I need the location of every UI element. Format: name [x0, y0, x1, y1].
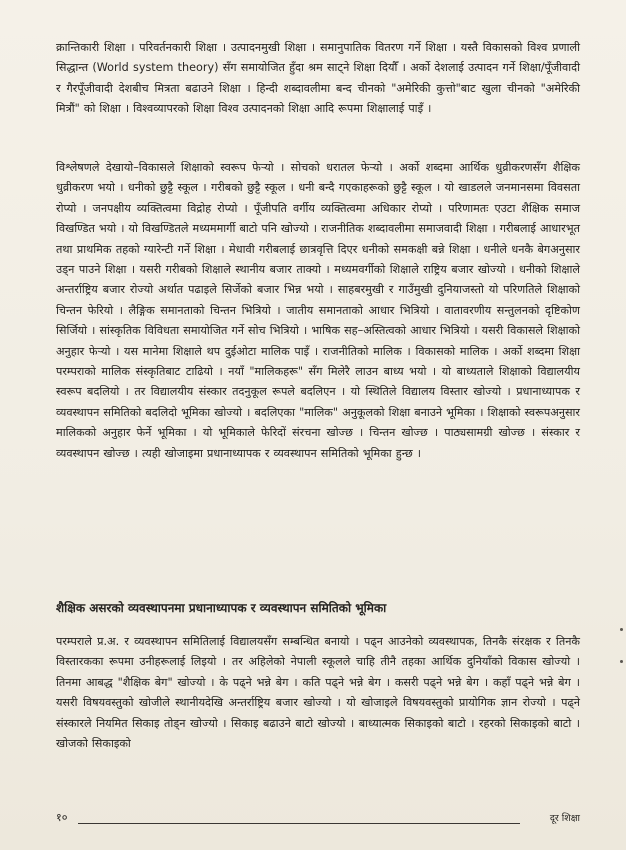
- scan-speck: [620, 628, 623, 631]
- paragraph-3: परम्पराले प्र.अ. र व्यवस्थापन समितिलाई विद्यालयसँग सम्बन्धित बनायो । पढ्न आउनेको व्यवस्थापक, तिनकै संरक्षक र तिनकै विस्तारकका रूपमा उनीहरूलाई लिइयो । तर अहिलेको नेपाली स्कूलले चाहि तीनै तहका आर्थिक दुनियाँको विकास खोज्यो । तिनमा आबद्ध "शैक्षिक बेग" खोज्यो । के पढ्ने भन्ने बेग । कति पढ्ने भन्ने बेग । कसरी पढ्ने भन्ने बेग । कहाँ पढ्ने भन्ने बेग । यसरी विषयवस्तुको खोजीले स्थानीयदेखि अन्तर्राष्ट्रिय बजार खोज्यो । यो खोजाइले विषयवस्तुको प्रायोगिक ज्ञान रोज्यो । पढ्ने संस्कारले नियमित सिकाइ तोड्न खोज्यो । सिकाइ बढाउने बाटो खोज्यो । बाध्यात्मक सिकाइको बाटो । रहरको सिकाइको बाटो । खोजको सिकाइको: [56, 635, 580, 751]
- paragraph-2: विश्लेषणले देखायो–विकासले शिक्षाको स्वरूप फेऱ्यो । सोचको धरातल फेऱ्यो । अर्को शब्दमा आर्थिक धुव्रीकरणसँग शैक्षिक धुव्रीकरण भयो । धनीको छुट्टै स्कूल । गरीबको छुट्टै स्कूल । धनी बन्दै गएकाहरूको छुट्टै स्कूल । यो खाडलले जनमानसमा विवसता रोप्यो । जनपक्षीय व्यक्तित्वमा विद्रोह रोप्यो । पूँजीपति वर्गीय व्यक्तित्वमा अधिकार रोप्यो । परिणामतः एउटा शैक्षिक समाज विखण्डित भयो । यो विखण्डितले मध्यममार्गी बाटो पनि खोज्यो । राजनीतिक शब्दावलीमा समाजवादी शिक्षा । गरीबलाई आधारभूत तथा प्राथमिक तहको ग्यारेन्टी गर्ने शिक्षा । मेधावी गरीबलाई छात्रवृत्ति दिएर धनीको समकक्षी बन्ने शिक्षा । धनीले धनकै बेगअनुसार उड्न पाउने शिक्षा । यसरी गरीबको शिक्षाले स्थानीय बजार ताक्यो । मध्यमवर्गीको शिक्षाले राष्ट्रिय बजार खोज्यो । धनीको शिक्षाले अन्तर्राष्ट्रिय बजार रोज्यो अर्थात पढाइले सिर्जेको बजार भिन्न भयो । साहबरमुखी र गाउँमुखी दुनियाजस्तो यो परिणतिले शिक्षाको चिन्तन फेरियो । लैङ्गिक समानताको चिन्तन भित्रियो । जातीय समानताको आधार भित्रियो । वातावरणीय सन्तुलनको दृष्टिकोण सिर्जियो । सांस्कृतिक विविधता समायोजित गर्ने सोच भित्रियो । भाषिक सह–अस्तित्वको आधार भित्रियो । यसरी विकासले शिक्षाको अनुहार फेऱ्यो । यस मानेमा शिक्षाले थप दुईओटा मालिक पाइँ । राजनीतिको मालिक । विकासको मालिक । अर्को शब्दमा शिक्षा परम्पराको मालिक संस्कृतिबाट टाढियो । नयाँ "मालिकहरू" सँग मिलेरै लाउन बाध्य भयो । यो बाध्यताले शिक्षाको विद्यालयीय स्वरूप बदलियो । तर विद्यालयीय संस्कार तदनुकूल रूपले बदलिएन । यो स्थितिले विद्यालय विस्तार खोज्यो । प्रधानाध्यापक र व्यवस्थापन समितिको बदलिदो भूमिका खोज्यो । बदलिएका "मालिक" अनुकूलको शिक्षा बनाउने भूमिका । शिक्षाको स्वरूपअनुसार मालिकको अनुहार फेर्ने भूमिका । यो भूमिकाले फेरिदों संरचना खोज्छ । चिन्तन खोज्छ । पाठ्यसामग्री खोज्छ । संस्कार र व्यवस्थापन खोज्छ । त्यही खोजाइमा प्रधानाध्यापक र व्यवस्थापन समितिको भूमिका हुन्छ ।: [56, 161, 580, 460]
- scan-speck: [620, 660, 623, 663]
- footer-rule: [78, 823, 520, 824]
- page-footer: [56, 810, 580, 830]
- running-title: दूर शिक्षा: [549, 813, 580, 824]
- paragraph-1: क्रान्तिकारी शिक्षा । परिवर्तनकारी शिक्षा । उत्पादनमुखी शिक्षा । समानुपातिक वितरण गर्ने शिक्षा । यस्तै विकासको विश्व प्रणाली सिद्धान्त (World system theory) सँग समायोजित हुँदा श्रम साट्ने शिक्षा दियौँ । अर्को देशलाई उत्पादन गर्ने शिक्षा/पूँजीवादी र गैरपूँजीवादी देशबीच मित्रता बढाउने शिक्षा । हिन्दी शब्दावलीमा बन्द चीनको "अमेरिकी कुत्तो"बाट खुला चीनको "अमेरिकी मित्रौं" को शिक्षा । विश्वव्यापरको शिक्षा विश्व उत्पादनको शिक्षा आदि रूपमा शिक्षालाई पाइँ ।: [56, 41, 580, 116]
- page-number: १०: [56, 811, 68, 824]
- section-heading: शैक्षिक असरको व्यवस्थापनमा प्रधानाध्यापक र व्यवस्थापन समितिको भूमिका: [56, 601, 387, 615]
